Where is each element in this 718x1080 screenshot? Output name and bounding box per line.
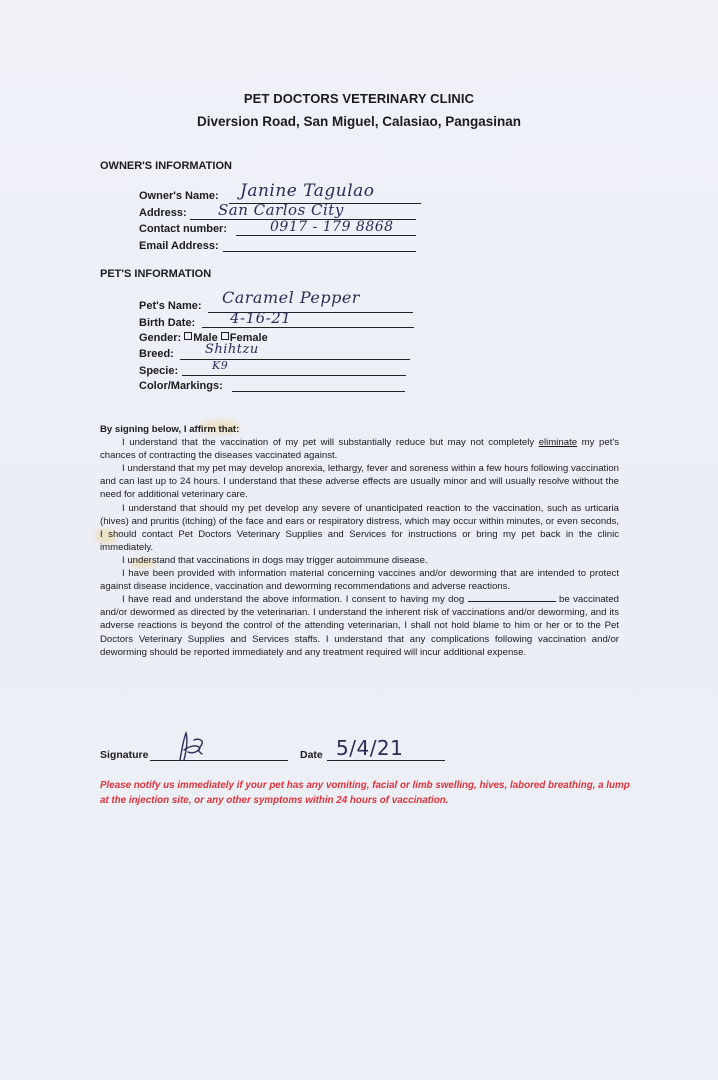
female-option-label: Female	[229, 332, 268, 344]
color-markings-line[interactable]	[232, 391, 405, 392]
breed-label: Breed:	[139, 348, 174, 360]
owner-section-title: OWNER'S INFORMATION	[100, 160, 232, 172]
affirmation-paragraph-6: I have read and understand the above information. I consent to having my dog be vaccinated and/or dewormed as directed by the veterinarian. I understand the inherent risk of vaccinations and/or deworming, and its adverse reactions is beyond the control of the attending veterinarian, I shall not hold blame to him or her or to the Pet Doctors Veterinary Supplies and Services staffs. I understand that any complications following vaccination and/or deworming should be reported immediately and any treatment required will incur additional expense.	[100, 594, 620, 658]
contact-number-value[interactable]: 0917 - 179 8868	[270, 219, 394, 235]
specie-line	[182, 375, 406, 376]
specie-label: Specie:	[139, 365, 179, 377]
affirmation-paragraph-2: I understand that my pet may develop anorexia, lethargy, fever and soreness within a few hours following vaccination and can last up to 24 hours. I understand that these adverse effects are usually minor and will usually resolve without the need for additional veterinary care.	[100, 463, 619, 501]
affirmation-paragraph-3: I understand that should my pet develop any severe of unanticipated reaction to the vaccination, such as urticaria (hives) and pruritis (itching) of the face and ears or respiratory distress, which may occur within minutes, or even seconds, I should contact Pet Doctors Veterinary Supplies and Services for instructions or bring my pet back in the clinic immediately.	[100, 502, 619, 553]
signature-line[interactable]	[150, 760, 288, 761]
male-option-label: Male	[193, 332, 218, 344]
clinic-name: PET DOCTORS VETERINARY CLINIC	[243, 91, 475, 106]
birth-date-value[interactable]: 4-16-21	[230, 309, 292, 327]
color-markings-label: Color/Markings:	[139, 380, 223, 392]
affirmation-text	[100, 423, 619, 659]
birth-date-label: Birth Date:	[139, 317, 196, 329]
pet-section-title: PET'S INFORMATION	[100, 268, 212, 280]
dog-name-blank[interactable]	[468, 593, 556, 602]
notice-text: Please notify us immediately if your pet has any vomiting, facial or limb swelling, hives, labored breathing, a lump at the injection site, or any other symptoms within 24 hours of vaccination.	[100, 780, 630, 806]
clinic-address: Diversion Road, San Miguel, Calasiao, Pangasinan	[196, 114, 522, 129]
female-checkbox[interactable]	[221, 332, 229, 340]
gender-label: Gender:	[139, 332, 182, 344]
pet-name-value[interactable]: Caramel Pepper	[222, 288, 360, 307]
birth-date-line	[202, 327, 414, 328]
owner-name-label: Owner's Name:	[139, 190, 219, 202]
signature-label: Signature	[100, 749, 149, 761]
specie-value[interactable]: K9	[212, 359, 229, 372]
affirmation-lead: By signing below, I affirm that:	[100, 424, 240, 435]
handwritten-signature-mark	[172, 730, 212, 764]
pet-name-label: Pet's Name:	[139, 300, 202, 312]
owner-name-value[interactable]: Janine Tagulao	[240, 181, 375, 201]
contact-number-line	[236, 235, 416, 236]
breed-value[interactable]: Shihtzu	[205, 342, 259, 357]
date-value[interactable]: 5/4/21	[336, 736, 404, 760]
affirmation-paragraph-1: I understand that the vaccination of my pet will substantially reduce but may not completely eliminate my pet's chances of contracting the diseases vaccinated against.	[100, 437, 619, 462]
date-label: Date	[300, 749, 323, 761]
owner-address-value[interactable]: San Carlos City	[218, 201, 344, 219]
owner-address-label: Address:	[139, 207, 187, 219]
affirmation-paragraph-4: I understand that vaccinations in dogs may trigger autoimmune disease.	[122, 554, 428, 566]
contact-number-label: Contact number:	[139, 223, 227, 235]
email-line[interactable]	[223, 251, 416, 252]
date-line	[327, 760, 445, 761]
email-label: Email Address:	[139, 240, 219, 252]
male-checkbox[interactable]	[184, 332, 192, 340]
affirmation-paragraph-5: I have been provided with information material concerning vaccines and/or deworming that are intended to protect against disease incidence, vaccination and deworming recommendations and adverse reactions.	[100, 568, 619, 593]
